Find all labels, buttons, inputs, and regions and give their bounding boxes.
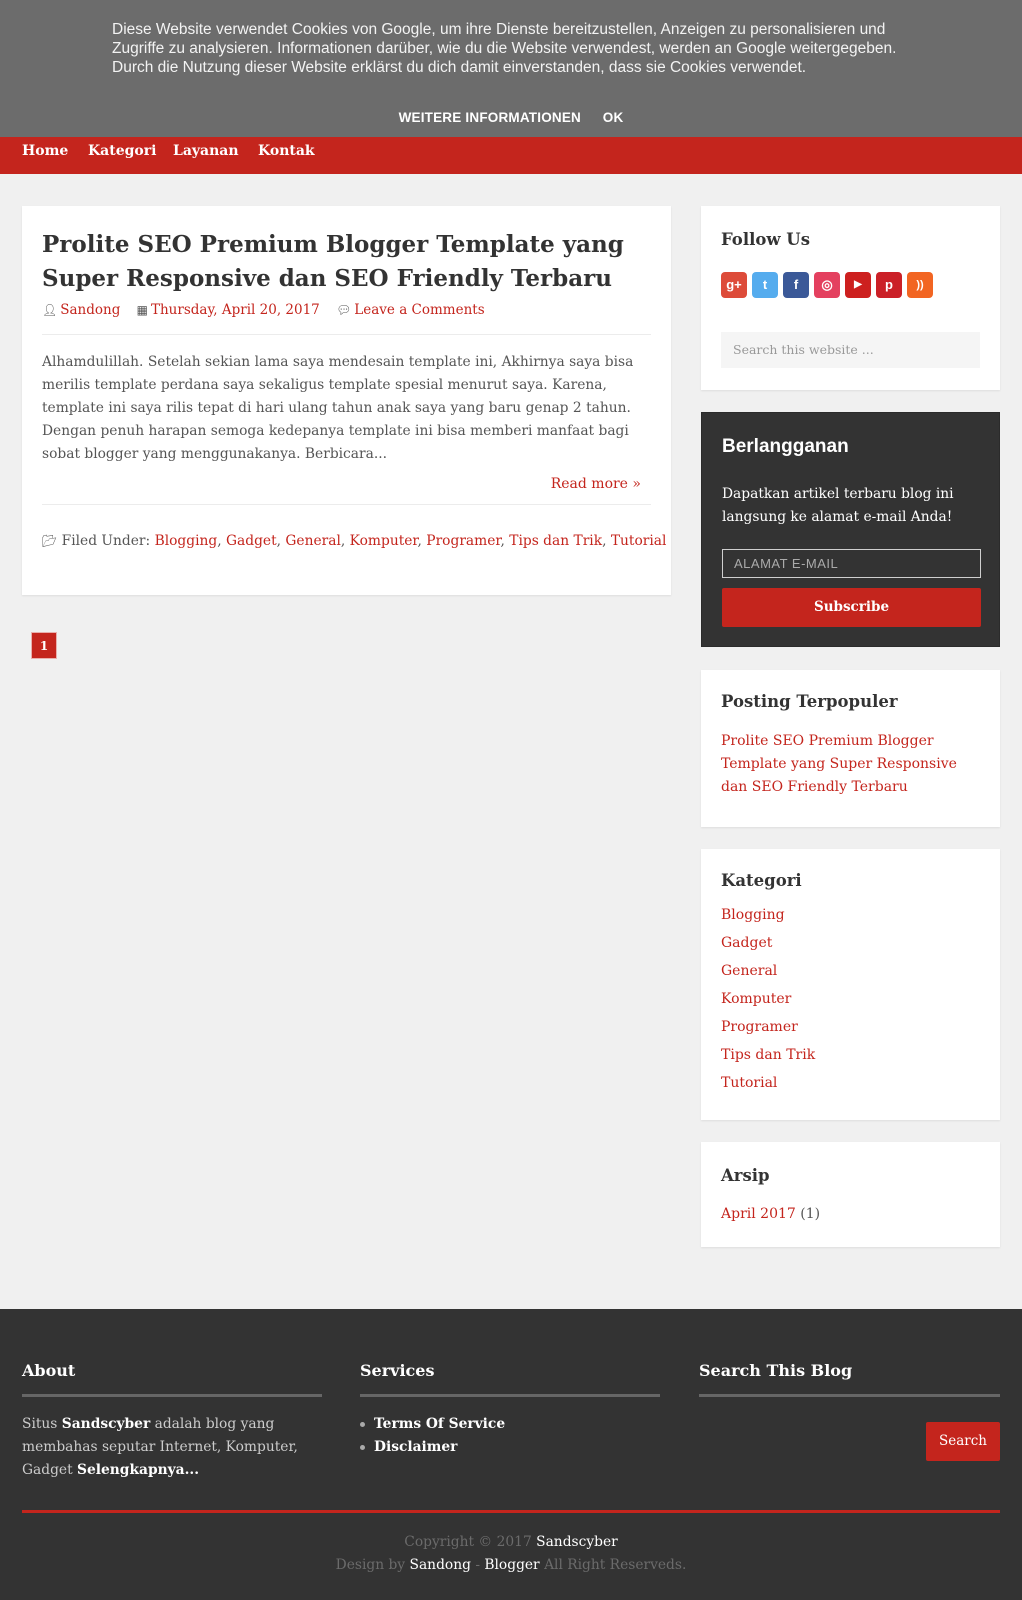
about-site-name: Sandscyber [61, 1416, 151, 1432]
footer-search-title: Search This Blog [699, 1361, 853, 1380]
divider [42, 334, 651, 335]
nav-layanan[interactable]: Layanan [173, 143, 239, 159]
subscribe-text: Dapatkan artikel terbaru blog ini langsung ke alamat e-mail Anda! [722, 486, 954, 525]
rss-icon[interactable]: )) [907, 272, 933, 298]
follow-widget [701, 206, 1000, 390]
cookie-banner [0, 0, 1022, 137]
kategori-title: Kategori [721, 871, 802, 890]
post-excerpt: Alhamdulillah. Setelah sekian lama saya mendesain template ini, Akhirnya saya bisa merilis template perdana saya sekaligus template spesial menurut saya. Karena, template ini saya rilis tepat di hari ulang tahun anak saya yang baru genap 2 tahun. Dengan penuh harapan semoga kedepanya template ini bisa memberi manfaat bagi sobat blogger yang menggunakanya. Berbicara... [42, 354, 634, 462]
pagination-page-1[interactable]: 1 [31, 632, 57, 659]
kategori-list [721, 905, 815, 1101]
facebook-icon[interactable]: f [783, 272, 809, 298]
divider [360, 1394, 660, 1397]
pinterest-icon[interactable]: p [876, 272, 902, 298]
about-pre: Situs [22, 1416, 58, 1432]
kategori-item[interactable]: Tutorial [721, 1075, 778, 1091]
post-author[interactable]: Sandong [60, 302, 121, 318]
email-field[interactable]: ALAMAT E-MAIL [722, 549, 981, 578]
kategori-item[interactable]: Tips dan Trik [721, 1047, 816, 1063]
calendar-icon: ▦ [136, 303, 148, 317]
copyright-text: Copyright © 2017 [404, 1534, 532, 1550]
arsip-month-link[interactable]: April 2017 [721, 1206, 796, 1222]
post-title[interactable]: Prolite SEO Premium Blogger Template yang Super Responsive dan SEO Friendly Terbaru [42, 231, 624, 292]
design-credit [0, 1557, 1022, 1573]
post-date[interactable]: Thursday, April 20, 2017 [150, 302, 320, 318]
filed-under-label: Filed Under: [61, 533, 151, 549]
cookie-ok-button[interactable]: OK [602, 110, 624, 125]
kategori-item[interactable]: Blogging [721, 907, 785, 923]
label-link[interactable]: Komputer [349, 533, 418, 549]
divider [699, 1394, 1000, 1397]
youtube-icon[interactable]: ▶ [845, 272, 871, 298]
subscribe-widget [701, 412, 1000, 647]
design-by-text: Design by [335, 1557, 406, 1573]
divider [22, 1394, 322, 1397]
footer [0, 1309, 1022, 1600]
label-link[interactable]: Programer [426, 533, 501, 549]
popular-post-link[interactable]: Prolite SEO Premium Blogger Template yang Super Responsive dan SEO Friendly Terbaru [721, 733, 957, 795]
nav-kategori[interactable]: Kategori [88, 143, 157, 159]
comments-icon: 💬︎ [336, 303, 352, 317]
services-list [360, 1413, 505, 1459]
twitter-icon[interactable]: t [752, 272, 778, 298]
subscribe-title: Berlangganan [722, 436, 849, 457]
label-link[interactable]: Tutorial [610, 533, 667, 549]
cookie-text: Diese Website verwendet Cookies von Google, um ihre Dienste bereitzustellen, Anzeigen zu personalisieren und Zugriffe zu analysieren. Informationen darüber, wie du die Website verwendest, werden an Google weitergegeben. Durch die Nutzung dieser Website erklärst du dich damit einverstanden, dass sie Cookies verwendet. [112, 21, 897, 76]
google-plus-icon[interactable]: g+ [721, 272, 747, 298]
arsip-count: (1) [800, 1206, 821, 1222]
subscribe-button[interactable]: Subscribe [722, 588, 981, 627]
arsip-entry [721, 1206, 820, 1222]
cookie-actions [0, 110, 1022, 125]
footer-divider [22, 1510, 1000, 1513]
sidebar-search-input[interactable]: Search this website ... [721, 332, 980, 368]
nav-kontak[interactable]: Kontak [258, 143, 315, 159]
label-link[interactable]: Tips dan Trik [509, 533, 603, 549]
post-meta [42, 302, 485, 318]
label-link[interactable]: Blogging [154, 533, 218, 549]
popular-title: Posting Terpopuler [721, 692, 898, 711]
divider [42, 504, 651, 505]
kategori-item[interactable]: Gadget [721, 935, 773, 951]
footer-about-title: About [22, 1361, 76, 1380]
instagram-icon[interactable]: ◎ [814, 272, 840, 298]
follow-title: Follow Us [721, 230, 810, 249]
about-description: adalah blog yang membahas seputar Internet, Komputer, Gadget [22, 1416, 298, 1478]
kategori-widget [701, 849, 1000, 1120]
services-link[interactable]: Disclaimer [360, 1436, 505, 1459]
read-more-link[interactable]: Read more » [550, 476, 641, 492]
kategori-item[interactable]: Komputer [721, 991, 792, 1007]
label-link[interactable]: Gadget [226, 533, 277, 549]
cookie-more-info-link[interactable]: WEITERE INFORMATIONEN [398, 110, 582, 125]
user-icon: 👤︎ [42, 303, 58, 317]
footer-search-button[interactable]: Search [926, 1422, 1000, 1461]
kategori-item[interactable]: Programer [721, 1019, 798, 1035]
kategori-item[interactable]: General [721, 963, 778, 979]
folder-icon: 📂︎ [42, 534, 58, 548]
about-more-link[interactable]: Selengkapnya... [77, 1462, 199, 1478]
post-comments-link[interactable]: Leave a Comments [354, 302, 485, 318]
post-card [22, 206, 671, 595]
platform-link[interactable]: Blogger [484, 1557, 540, 1573]
footer-services-title: Services [360, 1361, 435, 1380]
copyright [0, 1534, 1022, 1550]
popular-posts-widget [701, 670, 1000, 827]
arsip-title: Arsip [721, 1166, 770, 1185]
social-icons [721, 272, 933, 298]
rights-text: All Right Reserveds. [544, 1557, 687, 1573]
credit-separator: - [475, 1557, 480, 1573]
designer-link[interactable]: Sandong [409, 1557, 471, 1573]
footer-about-text [22, 1413, 312, 1482]
nav-home[interactable]: Home [22, 143, 69, 159]
copyright-site-link[interactable]: Sandscyber [536, 1534, 618, 1550]
arsip-widget [701, 1142, 1000, 1247]
services-link[interactable]: Terms Of Service [360, 1413, 505, 1436]
label-link[interactable]: General [285, 533, 341, 549]
post-labels: 📂︎ Filed Under: Blogging, Gadget, General, Komputer, Programer, Tips dan Trik, Tutorial [42, 533, 667, 549]
main-nav [0, 137, 1022, 174]
